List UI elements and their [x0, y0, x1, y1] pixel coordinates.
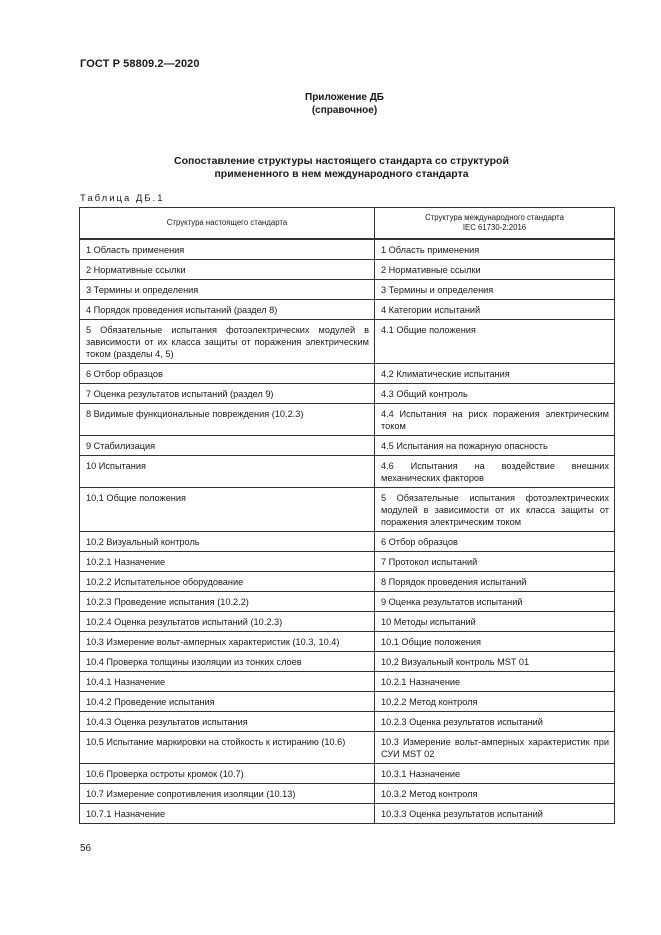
- cell-national-structure: 10.2.1 Назначение: [80, 552, 375, 572]
- cell-national-structure: 10.4.1 Назначение: [80, 672, 375, 692]
- document-title: [0, 155, 661, 181]
- table-label: Таблица ДБ.1: [80, 193, 165, 204]
- cell-international-structure: 8 Порядок проведения испытаний: [375, 572, 615, 592]
- table-row: [80, 732, 615, 764]
- cell-international-structure: 4.5 Испытания на пожарную опасность: [375, 436, 615, 456]
- cell-international-structure: 10.2.1 Назначение: [375, 672, 615, 692]
- cell-international-structure: 3 Термины и определения: [375, 280, 615, 300]
- cell-national-structure: 10.1 Общие положения: [80, 488, 375, 532]
- cell-national-structure: 10.5 Испытание маркировки на стойкость к истиранию (10.6): [80, 732, 375, 764]
- table-row: [80, 404, 615, 436]
- col2-header-line1: Структура международного стандарта: [425, 213, 564, 222]
- cell-national-structure: 6 Отбор образцов: [80, 364, 375, 384]
- table-row: [80, 612, 615, 632]
- table-row: [80, 804, 615, 824]
- cell-international-structure: 9 Оценка результатов испытаний: [375, 592, 615, 612]
- cell-national-structure: 10.2.4 Оценка результатов испытаний (10.2.3): [80, 612, 375, 632]
- table-row: [80, 764, 615, 784]
- table-row: [80, 532, 615, 552]
- cell-national-structure: 5 Обязательные испытания фотоэлектрических модулей в зависимости от их класса защиты от поражения электрическим током (разделы 4, 5): [80, 320, 375, 364]
- cell-national-structure: 10.4.2 Проведение испытания: [80, 692, 375, 712]
- page-number: 56: [80, 843, 92, 854]
- cell-national-structure: 3 Термины и определения: [80, 280, 375, 300]
- cell-international-structure: 4.1 Общие положения: [375, 320, 615, 364]
- table-row: [80, 632, 615, 652]
- cell-national-structure: 10.7 Измерение сопротивления изоляции (10.13): [80, 784, 375, 804]
- cell-national-structure: 10.4.3 Оценка результатов испытания: [80, 712, 375, 732]
- cell-international-structure: 6 Отбор образцов: [375, 532, 615, 552]
- cell-national-structure: 7 Оценка результатов испытаний (раздел 9): [80, 384, 375, 404]
- cell-international-structure: 10 Методы испытаний: [375, 612, 615, 632]
- table-row: [80, 320, 615, 364]
- cell-international-structure: 10.2.2 Метод контроля: [375, 692, 615, 712]
- table-row: [80, 300, 615, 320]
- cell-national-structure: 2 Нормативные ссылки: [80, 260, 375, 280]
- cell-national-structure: 10.6 Проверка остроты кромок (10.7): [80, 764, 375, 784]
- cell-international-structure: 10.3.3 Оценка результатов испытаний: [375, 804, 615, 824]
- appendix-heading: [0, 91, 661, 117]
- table-row: [80, 552, 615, 572]
- table-row: [80, 784, 615, 804]
- cell-international-structure: 1 Область применения: [375, 239, 615, 260]
- cell-international-structure: 10.2.3 Оценка результатов испытаний: [375, 712, 615, 732]
- cell-international-structure: 10.3 Измерение вольт-амперных характеристик при СУИ MST 02: [375, 732, 615, 764]
- title-line-2: примененного в нем международного стандарта: [214, 168, 469, 180]
- table-row: [80, 436, 615, 456]
- cell-national-structure: 1 Область применения: [80, 239, 375, 260]
- cell-national-structure: 10.4 Проверка толщины изоляции из тонких слоев: [80, 652, 375, 672]
- table-row: [80, 260, 615, 280]
- table-row: [80, 712, 615, 732]
- cell-national-structure: 10 Испытания: [80, 456, 375, 488]
- cell-international-structure: 7 Протокол испытаний: [375, 552, 615, 572]
- table-row: [80, 384, 615, 404]
- cell-national-structure: 9 Стабилизация: [80, 436, 375, 456]
- table-header-row: [80, 208, 615, 240]
- cell-national-structure: 8 Видимые функциональные повреждения (10.2.3): [80, 404, 375, 436]
- table-row: [80, 280, 615, 300]
- cell-international-structure: 4.4 Испытания на риск поражения электрическим током: [375, 404, 615, 436]
- appendix-title: Приложение ДБ: [305, 92, 384, 103]
- cell-international-structure: 10.3.1 Назначение: [375, 764, 615, 784]
- table-row: [80, 572, 615, 592]
- table-row: [80, 672, 615, 692]
- comparison-table: [79, 207, 615, 824]
- table-row: [80, 652, 615, 672]
- cell-international-structure: 4.6 Испытания на воздействие внешних механических факторов: [375, 456, 615, 488]
- table-row: [80, 488, 615, 532]
- table-row: [80, 239, 615, 260]
- cell-national-structure: 4 Порядок проведения испытаний (раздел 8): [80, 300, 375, 320]
- title-line-1: Сопоставление структуры настоящего стандарта со структурой: [174, 155, 509, 167]
- cell-national-structure: 10.3 Измерение вольт-амперных характеристик (10.3, 10.4): [80, 632, 375, 652]
- cell-international-structure: 10.1 Общие положения: [375, 632, 615, 652]
- cell-international-structure: 5 Обязательные испытания фотоэлектрических модулей в зависимости от их класса защиты от поражения электрическим током: [375, 488, 615, 532]
- col2-header: [375, 208, 615, 240]
- table-body: [80, 239, 615, 824]
- cell-international-structure: 10.2 Визуальный контроль MST 01: [375, 652, 615, 672]
- cell-international-structure: 4.2 Климатические испытания: [375, 364, 615, 384]
- appendix-subtitle: (справочное): [311, 105, 378, 116]
- cell-international-structure: 4 Категории испытаний: [375, 300, 615, 320]
- cell-national-structure: 10.2 Визуальный контроль: [80, 532, 375, 552]
- standard-designation: ГОСТ Р 58809.2—2020: [80, 58, 200, 70]
- col1-header: Структура настоящего стандарта: [80, 208, 375, 240]
- cell-international-structure: 4.3 Общий контроль: [375, 384, 615, 404]
- cell-international-structure: 2 Нормативные ссылки: [375, 260, 615, 280]
- cell-national-structure: 10.7.1 Назначение: [80, 804, 375, 824]
- cell-national-structure: 10.2.2 Испытательное оборудование: [80, 572, 375, 592]
- table-row: [80, 592, 615, 612]
- cell-international-structure: 10.3.2 Метод контроля: [375, 784, 615, 804]
- cell-national-structure: 10.2.3 Проведение испытания (10.2.2): [80, 592, 375, 612]
- table-row: [80, 692, 615, 712]
- col2-header-line2: IEC 61730-2:2016: [462, 223, 527, 232]
- table-row: [80, 456, 615, 488]
- table-row: [80, 364, 615, 384]
